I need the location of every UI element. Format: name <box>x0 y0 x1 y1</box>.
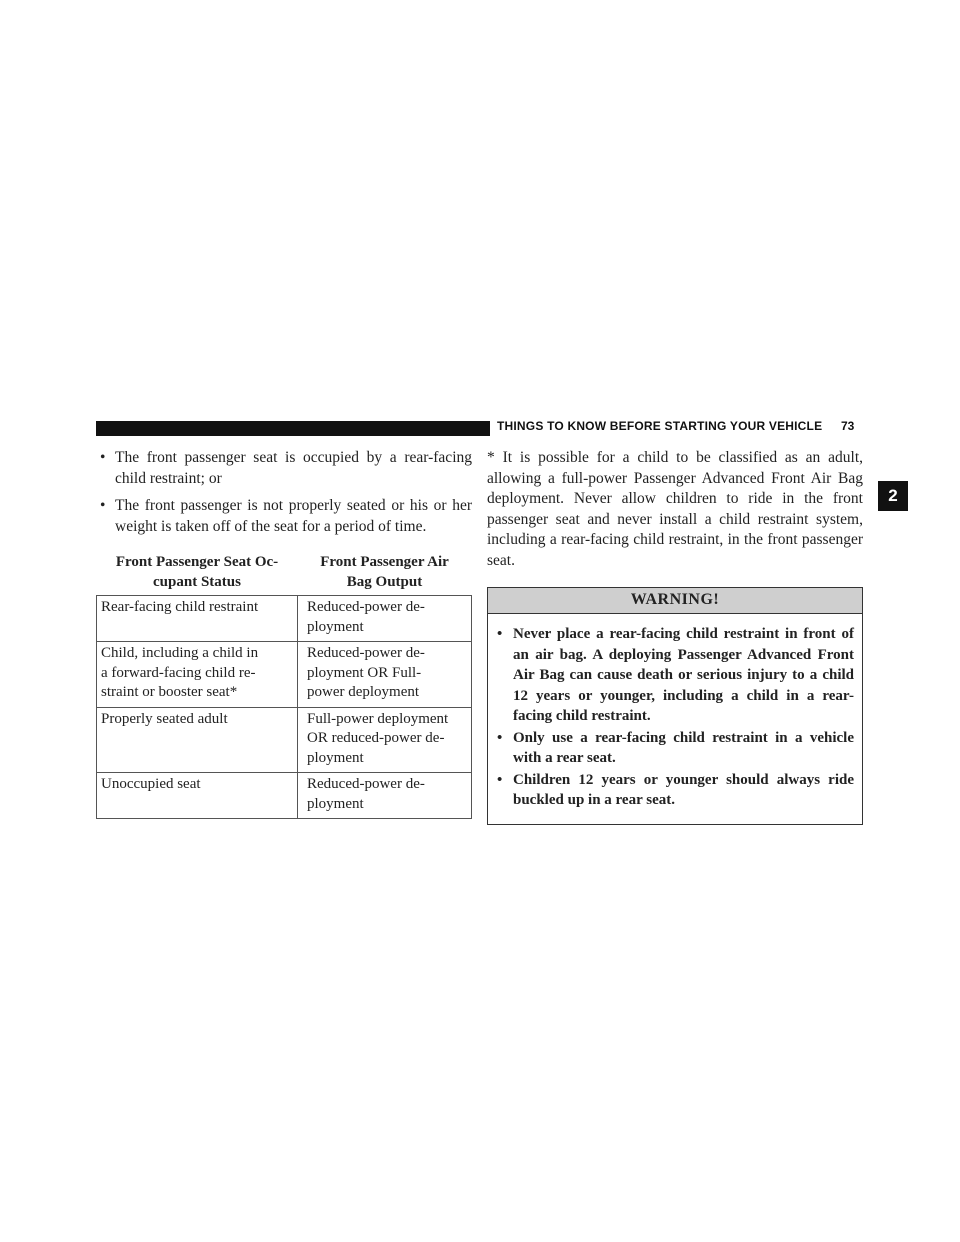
bullet-icon: • <box>100 449 106 466</box>
list-item: • Children 12 years or younger should always ride buckled up in a rear seat. <box>497 771 854 808</box>
condition-list <box>96 448 472 537</box>
list-item: • Only use a rear-facing child restraint in a vehicle with a rear seat. <box>497 729 854 766</box>
table-cell-status: Unoccupied seat <box>97 773 298 819</box>
bullet-icon: • <box>100 497 106 514</box>
right-column <box>487 448 863 825</box>
table-cell-output: Reduced-power de- ployment <box>298 596 472 642</box>
bullet-icon: • <box>497 626 503 642</box>
table-row <box>97 773 472 819</box>
table-cell-status: Rear-facing child restraint <box>97 596 298 642</box>
column-header-seat-status: Front Passenger Seat Oc- cupant Status <box>97 553 298 596</box>
footnote-paragraph: * It is possible for a child to be classified as an adult, allowing a full-power Passenger Advanced Front Air Bag deployment. Never allow children to ride in the front passenger seat and never install a child restraint system, including a rear-facing child restraint, in the front passenger seat. <box>487 449 863 569</box>
airbag-output-table <box>96 553 472 819</box>
table-cell-status: Properly seated adult <box>97 707 298 773</box>
bullet-icon: • <box>497 729 503 746</box>
header-rule <box>96 421 490 436</box>
chapter-tab: 2 <box>878 481 908 511</box>
table-cell-output: Full-power deployment OR reduced-power de- ployment <box>298 707 472 773</box>
list-item: • The front passenger seat is occupied by a rear-facing child restraint; or <box>100 449 472 487</box>
list-item: • The front passenger is not properly seated or his or her weight is taken off of the seat for a period of time. <box>100 497 472 535</box>
table-row <box>97 596 472 642</box>
warning-box <box>487 587 863 825</box>
page-number: 73 <box>841 419 855 433</box>
table-header-row <box>97 553 472 596</box>
warning-list <box>488 614 862 824</box>
left-column <box>96 448 472 819</box>
list-item: • Never place a rear-facing child restraint in front of an air bag. A deploying Passenger Advanced Front Air Bag can cause death or serious injury to a child 12 years or younger, including a child in a rear-facing child restraint. <box>497 626 854 724</box>
table-cell-status: Child, including a child in a forward-facing child re- straint or booster seat* <box>97 642 298 708</box>
bullet-icon: • <box>497 771 503 788</box>
table-row <box>97 707 472 773</box>
table-cell-output: Reduced-power de- ployment <box>298 773 472 819</box>
table-cell-output: Reduced-power de- ployment OR Full- power deployment <box>298 642 472 708</box>
table-row <box>97 642 472 708</box>
running-header-title: THINGS TO KNOW BEFORE STARTING YOUR VEHICLE <box>497 419 823 433</box>
warning-title: WARNING! <box>488 588 862 614</box>
column-header-air-bag-output: Front Passenger Air Bag Output <box>298 553 472 596</box>
